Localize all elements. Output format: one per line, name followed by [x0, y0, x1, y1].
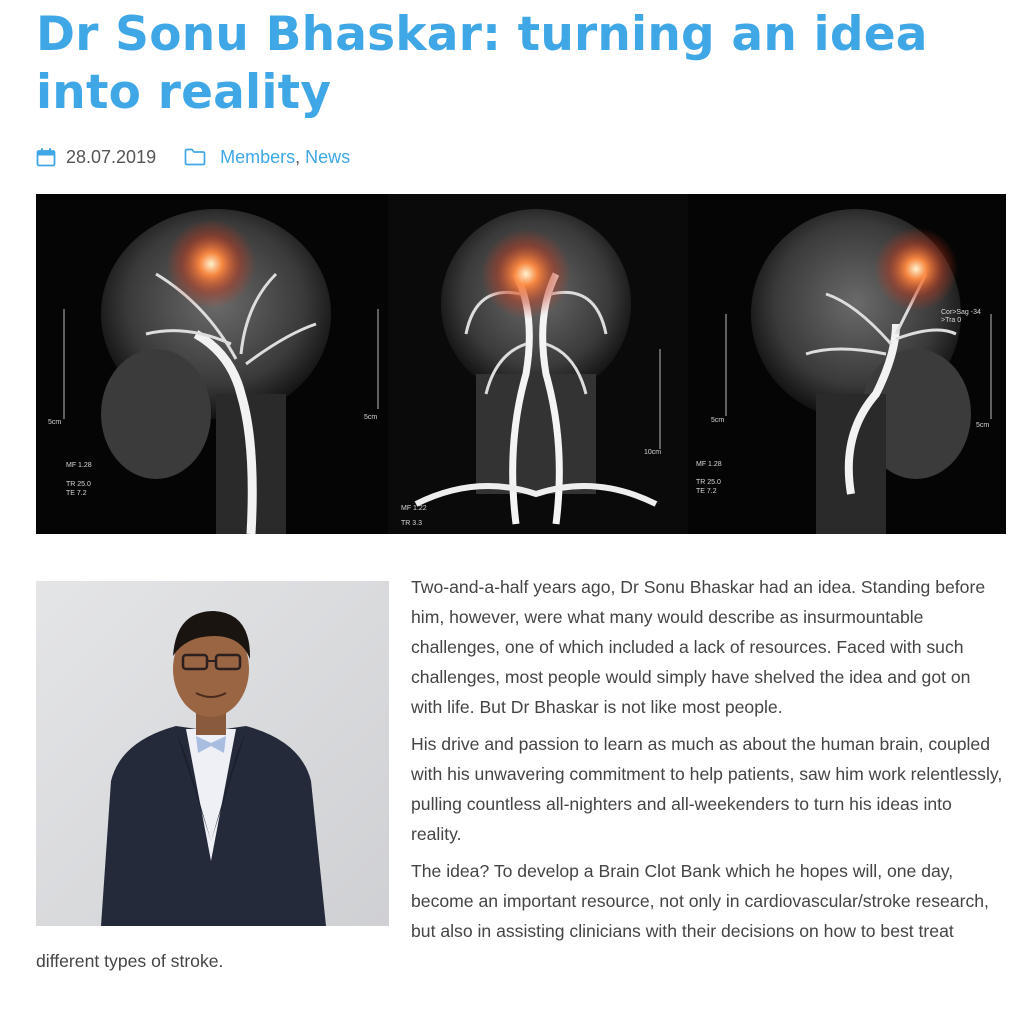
scan-param: TR 3.3 — [401, 520, 423, 527]
scan-param: MF 1.28 — [696, 461, 722, 468]
article-paragraph: The idea? To develop a Brain Clot Bank which he hopes will, one day, become an important resource, not only in cardiovascular/stroke research, but also in assisting clinicians with their decisions on how to best treat different types of stroke. — [36, 861, 989, 971]
article-paragraph: Two-and-a-half years ago, Dr Sonu Bhaskar had an idea. Standing before him, however, were what many would describe as insurmountable challenges, one of which included a lack of resources. Faced with such challenges, most people would simply have shelved the idea and got on with life. But Dr Bhaskar is not like most people. — [411, 577, 986, 717]
scan-param: TE 7.2 — [696, 488, 717, 495]
scale-label: 5cm — [976, 422, 990, 429]
scan-param: TE 7.2 — [66, 490, 87, 497]
scale-label: 5cm — [711, 417, 725, 424]
article-body — [36, 572, 1006, 983]
scan-param: TR 25.0 — [696, 479, 721, 486]
scale-label: 5cm — [48, 419, 62, 426]
scale-label: 5cm — [364, 414, 378, 421]
calendar-icon — [36, 147, 56, 167]
post-meta — [36, 143, 350, 171]
category-separator: , — [295, 146, 301, 167]
post-title: Dr Sonu Bhaskar: turning an idea into reality — [36, 7, 928, 120]
category-link-news[interactable]: News — [305, 146, 351, 167]
scan-param: >Tra 0 — [941, 317, 962, 324]
scan-param: MF 1.22 — [401, 505, 427, 512]
post-categories — [220, 147, 350, 168]
image-float-spacer — [36, 572, 411, 938]
scan-param: TR 25.0 — [66, 481, 91, 488]
category-link-members[interactable]: Members — [220, 146, 296, 167]
post-date: 28.07.2019 — [66, 146, 157, 167]
folder-icon — [184, 148, 206, 166]
scan-param: MF 1.28 — [66, 462, 92, 469]
scale-label: 10cm — [644, 449, 662, 456]
hero-image-angiogram — [36, 194, 1006, 534]
article-paragraph: His drive and passion to learn as much as about the human brain, coupled with his unwavering commitment to help patients, saw him work relentlessly, pulling countless all-nighters and all-weekenders to turn his ideas into reality. — [411, 734, 1003, 844]
scan-param: Cor>Sag -34 — [941, 309, 981, 316]
